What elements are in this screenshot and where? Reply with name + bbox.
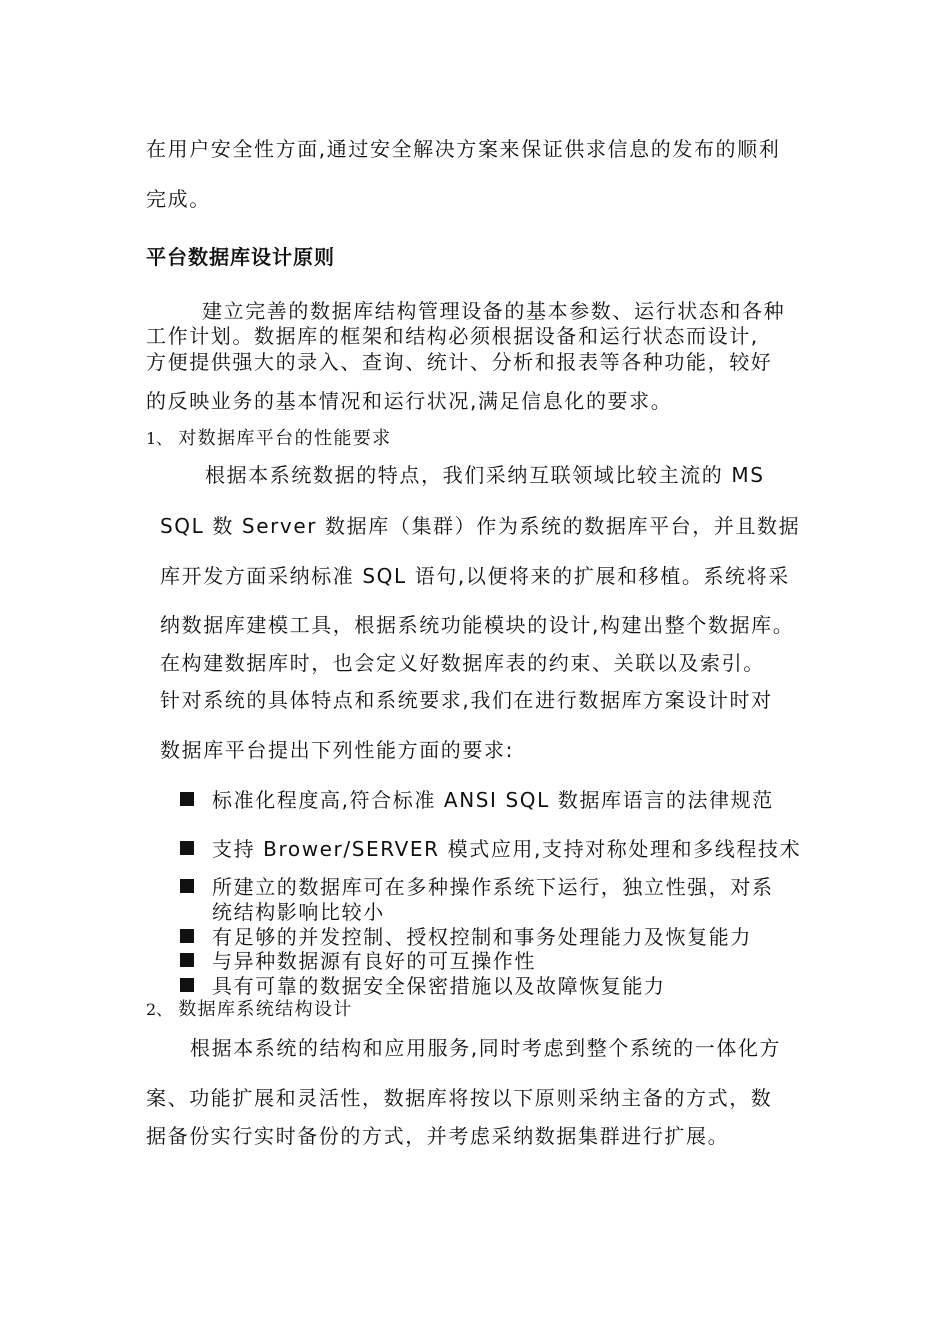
bullet-item: 所建立的数据库可在多种操作系统下运行，独立性强，对系 (212, 875, 774, 899)
bullet-item: 具有可靠的数据安全保密措施以及故障恢复能力 (212, 974, 666, 998)
paragraph-line: 在构建数据库时，也会定义好数据库表的约束、关联以及索引。 (160, 651, 765, 675)
intro-line-2: 完成。 (146, 187, 211, 211)
square-bullet-icon (180, 879, 194, 893)
paragraph-line: 纳数据库建模工具，根据系统功能模块的设计,构建出整个数据库。 (160, 613, 795, 637)
square-bullet-icon (180, 792, 194, 806)
paragraph-line: 据备份实行实时备份的方式，并考虑采纳数据集群进行扩展。 (146, 1124, 730, 1148)
square-bullet-icon (180, 841, 194, 855)
paragraph-line: 根据本系统数据的特点，我们采纳互联领域比较主流的 MS (205, 463, 765, 487)
section-1-title: 对数据库平台的性能要求 (178, 428, 392, 449)
paragraph-line: 库开发方面采纳标准 SQL 语句,以便将来的扩展和移植。系统将采 (160, 564, 790, 588)
section-2-number: 2、 (146, 1000, 173, 1019)
section-2-title: 数据库系统结构设计 (178, 999, 353, 1020)
square-bullet-icon (180, 953, 194, 967)
paragraph-line: 的反映业务的基本情况和运行状况,满足信息化的要求。 (146, 389, 673, 413)
square-bullet-icon (180, 978, 194, 992)
section-1-heading (146, 428, 392, 450)
paragraph-line: 工作计划。数据库的框架和结构必须根据设备和运行状态而设计, (146, 324, 759, 348)
square-bullet-icon (180, 929, 194, 943)
paragraph-line: 方便提供强大的录入、查询、统计、分析和报表等各种功能，较好 (146, 350, 773, 374)
paragraph-line: 建立完善的数据库结构管理设备的基本参数、运行状态和各种 (202, 299, 786, 323)
section-2-heading (146, 999, 353, 1021)
section-heading: 平台数据库设计原则 (146, 245, 335, 269)
bullet-item-continuation: 统结构影响比较小 (212, 900, 385, 924)
bullet-item: 有足够的并发控制、授权控制和事务处理能力及恢复能力 (212, 925, 752, 949)
section-1-number: 1、 (146, 429, 173, 448)
paragraph-line: 案、功能扩展和灵活性，数据库将按以下原则采纳主备的方式，数 (146, 1086, 773, 1110)
paragraph-line: SQL 数 Server 数据库（集群）作为系统的数据库平台，并且数据 (160, 514, 801, 538)
paragraph-line: 根据本系统的结构和应用服务,同时考虑到整个系统的一体化方 (190, 1036, 782, 1060)
paragraph-line: 数据库平台提出下列性能方面的要求: (160, 738, 514, 762)
bullet-item: 支持 Brower/SERVER 模式应用,支持对称处理和多线程技术 (212, 837, 802, 861)
bullet-item: 与异种数据源有良好的可互操作性 (212, 949, 536, 973)
bullet-item: 标准化程度高,符合标准 ANSI SQL 数据库语言的法律规范 (212, 788, 774, 812)
paragraph-line: 针对系统的具体特点和系统要求,我们在进行数据库方案设计时对 (160, 688, 773, 712)
intro-line-1: 在用户安全性方面,通过安全解决方案来保证供求信息的发布的顺利 (146, 137, 781, 161)
